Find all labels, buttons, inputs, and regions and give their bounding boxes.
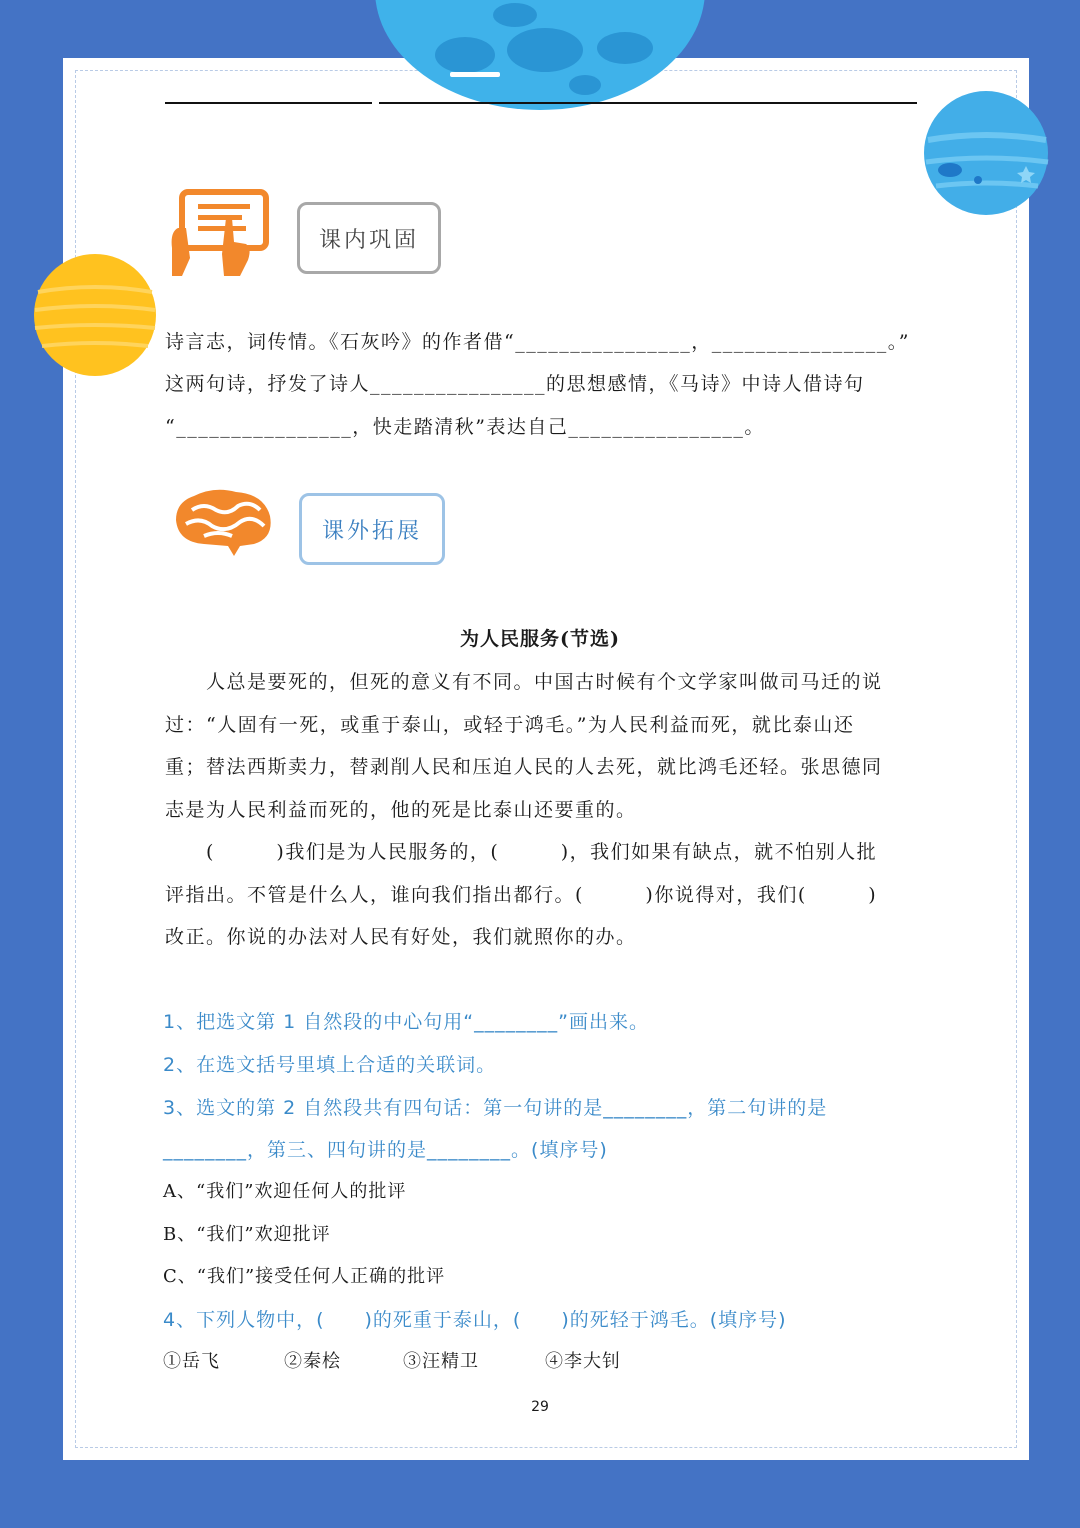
person-option: ④李大钊 (545, 1351, 621, 1372)
planet-top-icon (375, 0, 705, 112)
page-number: 29 (531, 1399, 549, 1415)
top-answer-line (379, 102, 917, 104)
option-a: A、“我们”欢迎任何人的批评 (163, 1181, 407, 1202)
passage-line: 改正。你说的办法对人民有好处，我们就照你的办。 (165, 926, 637, 948)
passage-line: ( )我们是为人民服务的，( )，我们如果有缺点，就不怕别人批 (165, 841, 878, 863)
section-label-extension: 课外拓展 (299, 493, 445, 565)
person-option: ①岳飞 (163, 1351, 220, 1372)
question-1: 1、把选文第 1 自然段的中心句用“________”画出来。 (163, 1011, 649, 1033)
question-2: 2、在选文括号里填上合适的关联词。 (163, 1054, 497, 1076)
passage-line: 过：“人固有一死，或重于泰山，或轻于鸿毛。”为人民利益而死，就比泰山还 (165, 714, 855, 736)
question-3: 3、选文的第 2 自然段共有四句话：第一句讲的是________，第二句讲的是 (163, 1097, 828, 1119)
passage-line: 志是为人民利益而死的，他的死是比泰山还要重的。 (165, 799, 637, 821)
passage-line: 人总是要死的，但死的意义有不同。中国古时候有个文学家叫做司马迁的说 (165, 671, 883, 693)
brain-icon (174, 486, 274, 558)
exercise1-line: “________________，快走踏清秋”表达自己________________。 (165, 416, 765, 438)
top-answer-line (165, 102, 372, 104)
question-4: 4、下列人物中，( )的死重于泰山，( )的死轻于鸿毛。(填序号) (163, 1309, 787, 1331)
person-option: ③汪精卫 (403, 1351, 479, 1372)
passage-line: 评指出。不管是什么人，谁向我们指出都行。( )你说得对，我们( ) (165, 884, 878, 906)
planet-right-icon (922, 90, 1052, 220)
person-option: ②秦桧 (284, 1351, 341, 1372)
option-b: B、“我们”欢迎批评 (163, 1224, 331, 1245)
passage-line: 重；替法西斯卖力，替剥削人民和压迫人民的人去死，就比鸿毛还轻。张思德同 (165, 756, 883, 778)
section-label-consolidation: 课内巩固 (297, 202, 441, 274)
tablet-icon (168, 188, 272, 280)
option-c: C、“我们”接受任何人正确的批评 (163, 1266, 446, 1287)
exercise1-line: 诗言志，词传情。《石灰吟》的作者借“________________，________________。” (165, 331, 910, 353)
question-3-continued: ________，第三、四句讲的是________。(填序号) (163, 1139, 608, 1161)
exercise1-line: 这两句诗，抒发了诗人________________的思想感情，《马诗》中诗人借诗句 (165, 373, 865, 395)
passage-title: 为人民服务(节选) (460, 628, 620, 650)
planet-left-icon (32, 252, 158, 378)
